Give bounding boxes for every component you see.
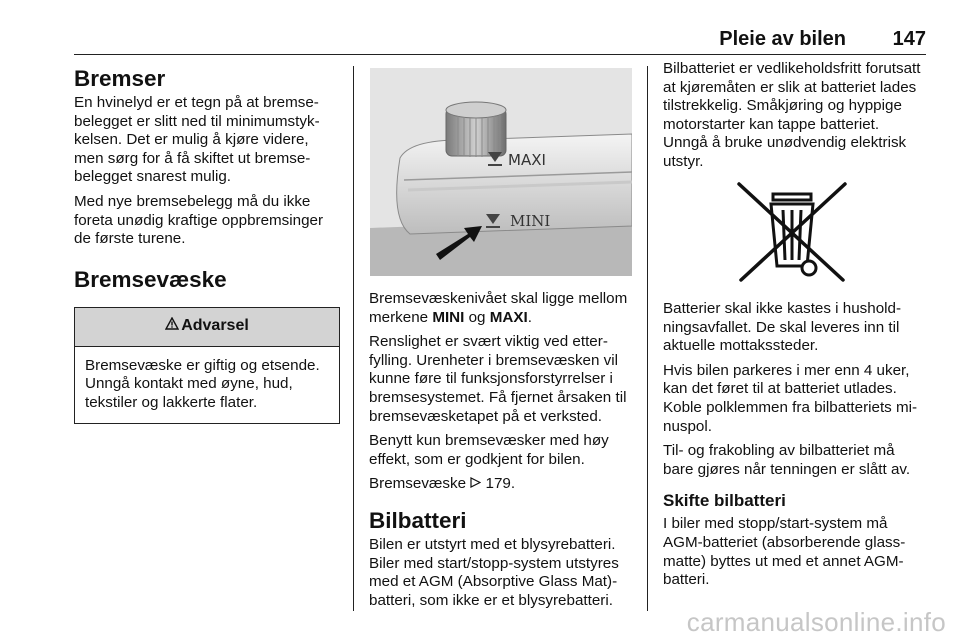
min-label: MINI [510, 212, 551, 230]
column-left [74, 60, 340, 424]
warning-header [75, 308, 339, 347]
heading-battery: Bilbatteri [369, 507, 467, 533]
column-right-lower [663, 300, 927, 596]
paragraph: En hvinelyd er et tegn på at bremsebelegget er slitt ned til minimumstykkelsen. Det er mulig å kjøre videre, men sørg for å få skiftet ut bremsebelegget snarest mulig. [74, 94, 320, 186]
page-header [74, 28, 926, 55]
chapter-title: Pleie av bilen [719, 28, 846, 50]
page-reference: 179. [485, 475, 516, 493]
crossed-out-wheelie-bin-icon [733, 180, 857, 288]
max-label: MAXI [508, 151, 546, 169]
paragraph: Benytt kun bremsevæsker med høy effekt, som er godkjent for bilen. [369, 432, 609, 468]
warning-text: Bremsevæske er giftig og etsende. Unngå kontakt med øyne, hud, tekstiler og lakkerte flater. [85, 356, 320, 411]
warning-title: Advarsel [181, 317, 249, 335]
paragraph: Bremsevæske 179. [369, 475, 516, 493]
paragraph: Hvis bilen parkeres i mer enn 4 uker, kan det føret til at batteriet utlades. Koble polklemmen fra bilbatteriets minuspol. [663, 361, 918, 435]
maxi-mark-text: MAXI [489, 308, 528, 326]
watermark: carmanualsonline.info [686, 607, 946, 637]
page-number: 147 [892, 28, 926, 50]
heading-brake-fluid: Bremsevæske [74, 266, 227, 292]
column-right [663, 60, 927, 178]
paragraph: Renslighet er svært viktig ved etterfylling. Urenheter i bremsevæsken vil kunne føre til funksjonsforstyrrelser i bremsesystemet. Få fjernet årsaken til bremsevæsketapet på et verksted. [369, 333, 627, 425]
heading-replace-battery: Skifte bilbatteri [663, 491, 786, 511]
paragraph: Bilen er utstyrt med et blysyrebatteri. Biler med start/stopp-system utstyres med et AGM (Absorptive Glass Mat)-batteri, som ikke er et blysyrebatteri. [369, 535, 619, 609]
paragraph: Bremsevæskenivået skal ligge mellom merkene MINI og MAXI. [369, 290, 628, 326]
column-middle [369, 290, 633, 616]
column-divider [647, 66, 648, 611]
column-divider [353, 66, 354, 611]
paragraph: Med nye bremsebelegg må du ikke foreta unødig kraftige oppbremsinger de første turene. [74, 192, 324, 248]
paragraph: Til- og frakobling av bilbatteriet må bare gjøres når tenningen er slått av. [663, 442, 911, 478]
page-reference-icon [470, 475, 481, 492]
paragraph: I biler med stopp/start-system må AGM-batteriet (absorberende glassmatte) byttes ut med et annet AGM-batteri. [663, 515, 906, 589]
warning-box [74, 307, 340, 424]
heading-brakes: Bremser [74, 66, 166, 91]
paragraph: Batterier skal ikke kastes i husholdningsavfallet. De skal leveres inn til aktuelle mottakssteder. [663, 300, 902, 355]
brake-fluid-reservoir-illustration [370, 68, 632, 276]
paragraph: Bilbatteriet er vedlikeholdsfritt forutsatt at kjøremåten er slik at batteriet lades tilstrekkelig. Småkjøring og hyppige motorstarter kan tappe batteriet. Unngå å bruke unødvendig elektrisk utstyr. [663, 60, 921, 170]
warning-triangle-icon [165, 317, 179, 336]
mini-mark-text: MINI [432, 308, 465, 326]
